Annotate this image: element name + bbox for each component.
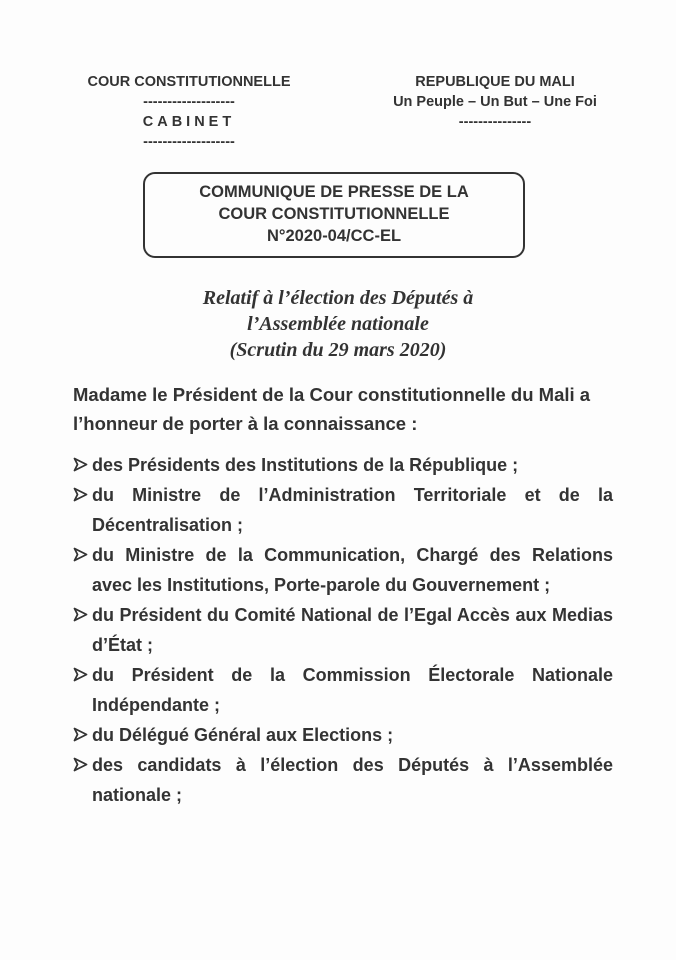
title-line: COMMUNIQUE DE PRESSE DE LA	[199, 183, 469, 201]
subject-line: Relatif à l’élection des Députés à	[202, 287, 474, 309]
recipient-list	[73, 450, 613, 810]
title-box	[143, 172, 525, 258]
list-item: du Ministre de la Communication, Chargé des Relations avec les Institutions, Porte-parole du Gouvernement ;	[73, 540, 613, 600]
list-item: des candidats à l’élection des Députés à l’Assemblée nationale ;	[73, 750, 613, 810]
title-line: COUR CONSTITUTIONNELLE	[218, 205, 450, 223]
list-item: du Président du Comité National de l’Egal Accès aux Medias d’État ;	[73, 600, 613, 660]
header-right	[370, 72, 620, 132]
arrow-bullet-icon	[73, 450, 91, 480]
country-name: REPUBLIQUE DU MALI	[415, 74, 575, 90]
national-motto: Un Peuple – Un But – Une Foi	[393, 94, 597, 110]
communique-number: N°2020-04/CC-EL	[266, 227, 402, 245]
arrow-bullet-icon	[73, 750, 91, 780]
arrow-bullet-icon	[73, 600, 91, 630]
department-name: CABINET	[142, 114, 236, 130]
header-separator: ---------------	[458, 114, 532, 130]
header-separator: -------------------	[143, 134, 235, 150]
arrow-bullet-icon	[73, 480, 91, 510]
court-name: COUR CONSTITUTIONNELLE	[87, 74, 291, 90]
arrow-bullet-icon	[73, 660, 91, 690]
header-left	[60, 72, 318, 152]
subject-line: l’Assemblée nationale	[247, 313, 429, 335]
list-item: du Ministre de l’Administration Territoriale et de la Décentralisation ;	[73, 480, 613, 540]
subject-line: (Scrutin du 29 mars 2020)	[229, 339, 447, 361]
list-item: du Délégué Général aux Elections ;	[73, 720, 613, 750]
list-item: du Président de la Commission Électorale Nationale Indépendante ;	[73, 660, 613, 720]
intro-paragraph: Madame le Président de la Cour constitutionnelle du Mali a l’honneur de porter à la connaissance :	[73, 384, 591, 434]
subject-block	[120, 285, 556, 363]
arrow-bullet-icon	[73, 720, 91, 750]
arrow-bullet-icon	[73, 540, 91, 570]
header-separator: -------------------	[143, 94, 235, 110]
list-item: des Présidents des Institutions de la République ;	[73, 450, 613, 480]
